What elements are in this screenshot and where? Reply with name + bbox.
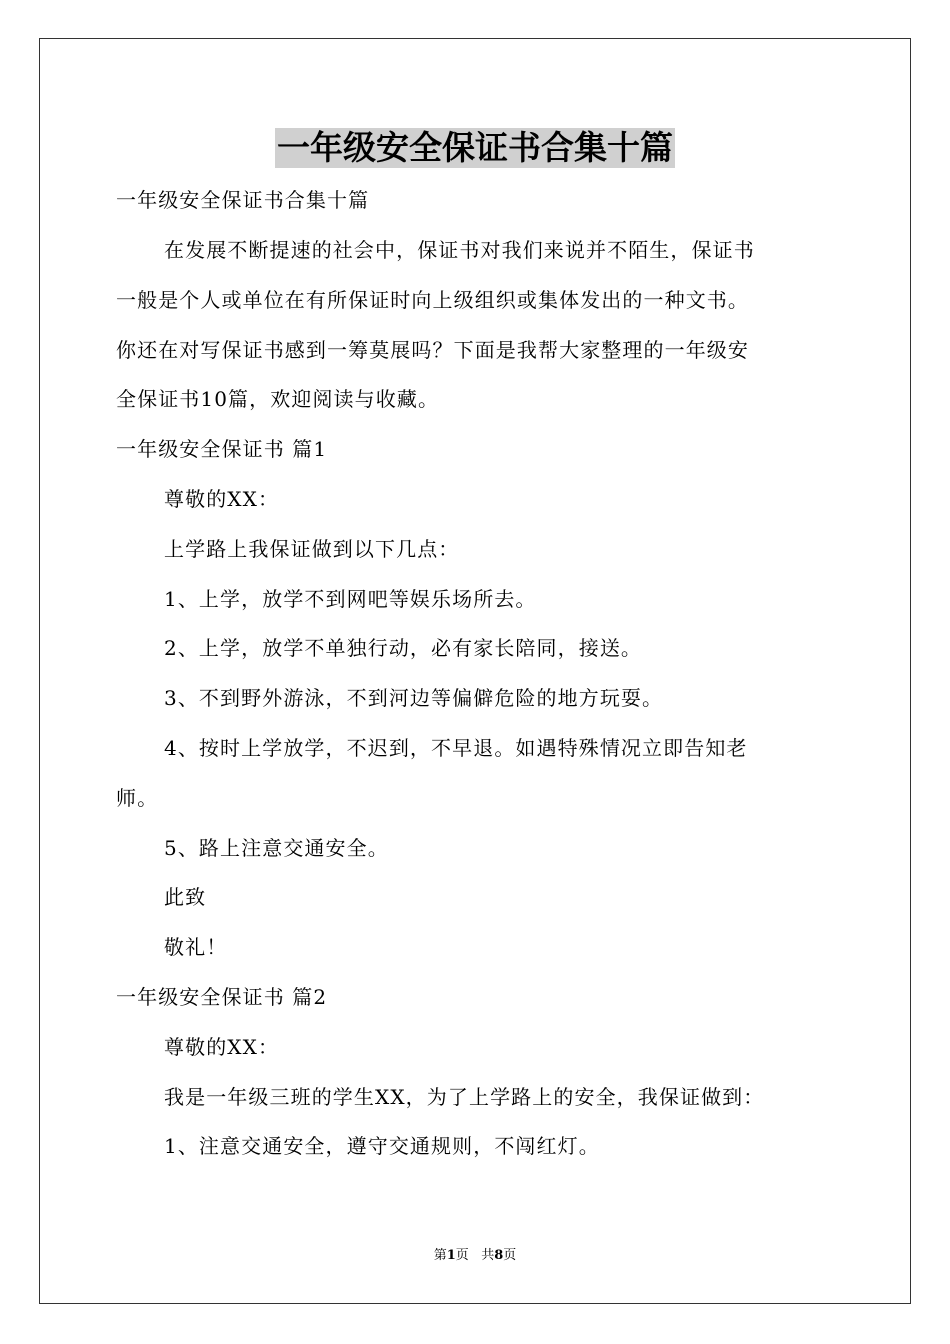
- section-heading-1: 一年级安全保证书 篇1: [116, 437, 328, 461]
- body-line: 上学路上我保证做到以下几点：: [164, 537, 460, 561]
- list-item: 5、路上注意交通安全。: [164, 836, 389, 860]
- list-item-continuation: 师。: [116, 786, 159, 810]
- list-item: 4、按时上学放学，不迟到，不早退。如遇特殊情况立即告知老: [164, 736, 748, 760]
- page-footer: [0, 1244, 950, 1263]
- closing-line: 此致: [164, 885, 207, 909]
- total-pages: 8: [494, 1248, 504, 1263]
- closing-line: 敬礼！: [164, 935, 228, 959]
- list-item: 3、不到野外游泳，不到河边等偏僻危险的地方玩耍。: [164, 686, 664, 710]
- total-suffix: 页: [503, 1248, 517, 1263]
- subtitle-line: 一年级安全保证书合集十篇: [116, 188, 370, 212]
- list-item: 2、上学，放学不单独行动，必有家长陪同，接送。: [164, 636, 643, 660]
- body-line: 我是一年级三班的学生XX，为了上学路上的安全，我保证做到：: [164, 1085, 765, 1109]
- intro-line: 一般是个人或单位在有所保证时向上级组织或集体发出的一种文书。: [116, 288, 749, 312]
- section-heading-2: 一年级安全保证书 篇2: [116, 985, 328, 1009]
- list-item: 1、上学，放学不到网吧等娱乐场所去。: [164, 587, 537, 611]
- intro-line: 你还在对写保证书感到一筹莫展吗？下面是我帮大家整理的一年级安: [116, 338, 749, 362]
- page-prefix: 第: [433, 1248, 447, 1263]
- title-container: [0, 128, 950, 168]
- intro-line: 全保证书10篇，欢迎阅读与收藏。: [116, 387, 440, 411]
- list-item: 1、注意交通安全，遵守交通规则，不闯红灯。: [164, 1134, 600, 1158]
- salutation: 尊敬的XX：: [164, 1035, 280, 1059]
- salutation: 尊敬的XX：: [164, 487, 280, 511]
- page-number: 1: [446, 1248, 456, 1263]
- page-border: [39, 38, 911, 1304]
- page-suffix: 页: [455, 1248, 469, 1263]
- intro-line: 在发展不断提速的社会中，保证书对我们来说并不陌生，保证书: [164, 238, 755, 262]
- document-title: 一年级安全保证书合集十篇: [277, 128, 673, 167]
- total-prefix: 共: [481, 1248, 495, 1263]
